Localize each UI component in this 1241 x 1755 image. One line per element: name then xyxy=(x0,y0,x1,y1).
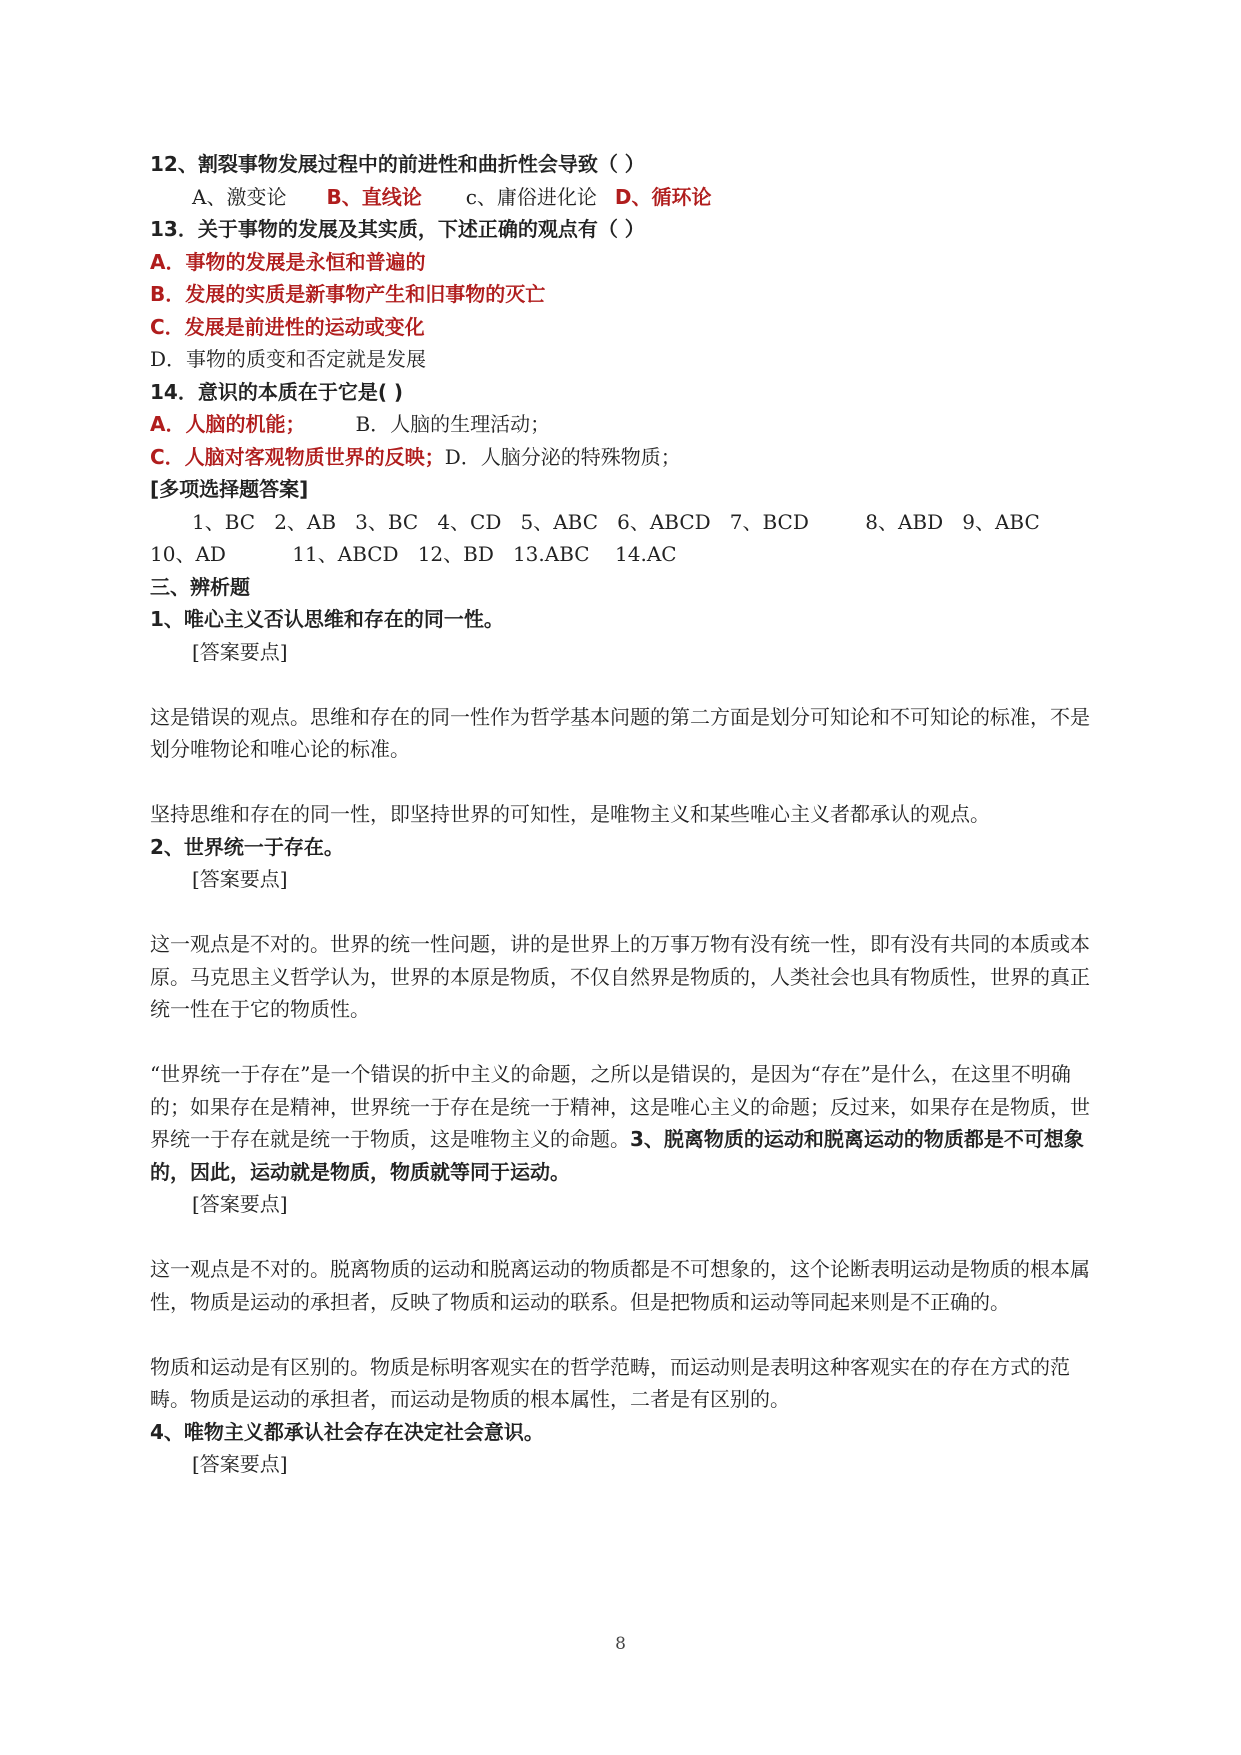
item-2-paragraph-2 xyxy=(150,1058,1100,1188)
question-14-row-1 xyxy=(150,408,1100,441)
question-13-stem: 13．关于事物的发展及其实质，下述正确的观点有（ ） xyxy=(150,217,645,241)
answer-item: 8、ABD xyxy=(865,509,944,534)
item-2-paragraph-2-text: “世界统一于存在”是一个错误的折中主义的命题，之所以是错误的，是因为“存在”是什么，在这里不明确的；如果存在是精神，世界统一于存在是统一于精神，这是唯心主义的命题；反过来，如果存在是物质，世界统一于存在就是统一于物质，这是唯物主义的命题。 xyxy=(150,1062,1090,1151)
option-d: D．人脑分泌的特殊物质； xyxy=(444,444,681,469)
item-3-paragraph-1: 这一观点是不对的。脱离物质的运动和脱离运动的物质都是不可想象的，这个论断表明运动是物质的根本属性，物质是运动的承担者，反映了物质和运动的联系。但是把物质和运动等同起来则是不正确的。 xyxy=(150,1257,1090,1314)
answer-item: 9、ABC xyxy=(962,509,1040,534)
question-13-option-d: D．事物的质变和否定就是发展 xyxy=(150,347,427,371)
page-number: 8 xyxy=(615,1634,626,1654)
option-a-correct: A．人脑的机能； xyxy=(150,412,306,436)
item-3-paragraph-2: 物质和运动是有区别的。物质是标明客观实在的哲学范畴，而运动则是表明这种客观实在的存在方式的范畴。物质是运动的承担者，而运动是物质的根本属性，二者是有区别的。 xyxy=(150,1354,1070,1411)
answers-heading: [多项选择题答案] xyxy=(150,477,309,501)
option-b-correct: B、直线论 xyxy=(326,184,422,209)
option-d-correct: D、循环论 xyxy=(614,184,712,209)
option-a: A、激变论 xyxy=(192,184,287,209)
answer-key-label: [答案要点] xyxy=(192,639,288,664)
answer-item: 11、ABCD xyxy=(292,542,399,566)
item-1-paragraph-2: 坚持思维和存在的同一性，即坚持世界的可知性，是唯物主义和某些唯心主义者都承认的观点。 xyxy=(150,802,990,826)
question-13-option-b: B．发展的实质是新事物产生和旧事物的灭亡 xyxy=(150,282,546,306)
option-c-correct: C．人脑对客观物质世界的反映； xyxy=(150,444,445,469)
answer-item: 2、AB xyxy=(274,509,337,534)
item-2-title: 2、世界统一于存在。 xyxy=(150,834,344,859)
answer-item: 10、AD xyxy=(150,542,226,566)
option-c: c、庸俗进化论 xyxy=(465,184,597,209)
item-2-paragraph-1: 这一观点是不对的。世界的统一性问题，讲的是世界上的万事万物有没有统一性，即有没有共同的本质或本原。马克思主义哲学认为，世界的本原是物质，不仅自然界是物质的，人类社会也具有物质性，世界的真正统一性在于它的物质性。 xyxy=(150,932,1090,1021)
item-4-title: 4、唯物主义都承认社会存在决定社会意识。 xyxy=(150,1419,544,1444)
answer-key-label: [答案要点] xyxy=(192,867,288,891)
question-13-option-c: C．发展是前进性的运动或变化 xyxy=(150,314,425,339)
answer-key-label: [答案要点] xyxy=(192,1192,288,1216)
section-3-heading: 三、辨析题 xyxy=(150,574,250,599)
answer-key-label: [答案要点] xyxy=(192,1452,288,1476)
answer-item: 4、CD xyxy=(437,509,502,534)
answer-item: 3、BC xyxy=(355,509,419,534)
answer-item: 12、BD xyxy=(417,542,494,566)
answer-item: 13.ABC xyxy=(512,542,590,566)
question-14-row-2 xyxy=(150,441,1100,474)
question-12-stem: 12、割裂事物发展过程中的前进性和曲折性会导致（ ） xyxy=(150,152,645,176)
item-1-title: 1、唯心主义否认思维和存在的同一性。 xyxy=(150,607,504,631)
answer-item: 6、ABCD xyxy=(617,509,711,534)
answer-item: 14.AC xyxy=(615,542,677,566)
item-1-paragraph-1: 这是错误的观点。思维和存在的同一性作为哲学基本问题的第二方面是划分可知论和不可知论的标准，不是划分唯物论和唯心论的标准。 xyxy=(150,704,1090,761)
answers-line-2 xyxy=(150,538,1100,571)
answers-line-1 xyxy=(150,506,1100,539)
answer-item: 7、BCD xyxy=(729,509,809,534)
item-3-title: 3、脱离物质的运动和脱离运动的物质都是不可想象的，因此，运动就是物质，物质就等同于运动。 xyxy=(150,1127,1084,1184)
answer-item: 1、BC xyxy=(192,509,256,534)
option-b: B．人脑的生理活动； xyxy=(355,412,551,436)
question-13-option-a: A．事物的发展是永恒和普遍的 xyxy=(150,249,426,274)
question-12-options xyxy=(150,181,1100,214)
answer-item: 5、ABC xyxy=(520,509,599,534)
document-page xyxy=(150,148,1100,1481)
question-14-stem: 14．意识的本质在于它是( ) xyxy=(150,379,404,404)
